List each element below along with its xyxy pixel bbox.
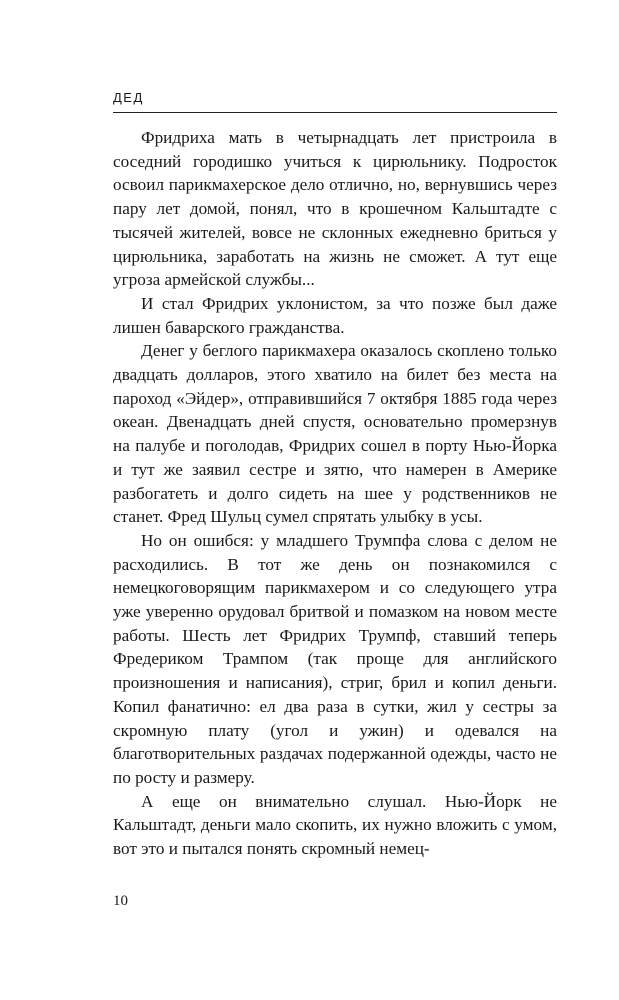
running-head xyxy=(113,88,557,113)
paragraph-1: Фридриха мать в четырнадцать лет пристроила в соседний городишко учиться к цирюльнику. Подросток освоил парикмахерское дело отлично, но, вернувшись через пару лет домой, понял, что в крошечном Кальштадте с тысячей жителей, вовсе не склонных ежедневно бриться у цирюльника, заработать на жизнь не сможет. А тут еще угроза армейской службы... xyxy=(113,128,557,290)
paragraph-2: И стал Фридрих уклонистом, за что позже был даже лишен баварского гражданства. xyxy=(113,293,557,337)
body-text xyxy=(113,126,557,861)
running-head-title: ДЕД xyxy=(113,90,144,105)
paragraph-5: А еще он внимательно слушал. Нью-Йорк не Кальштадт, деньги мало скопить, их нужно вложить с умом, вот это и пытался понять скромный немец- xyxy=(113,791,557,859)
paragraph-3: Денег у беглого парикмахера оказалось скоплено только двадцать долларов, этого хватило на билет без места на пароход «Эйдер», отправившийся 7 октября 1885 года через океан. Двенадцать дней спустя, основательно промерзнув на палубе и поголодав, Фридрих сошел в порту Нью-Йорка и тут же заявил сестре и зятю, что намерен в Америке разбогатеть и долго сидеть на шее у родственников не станет. Фред Шульц сумел спрятать улыбку в усы. xyxy=(113,341,557,527)
page-number: 10 xyxy=(113,893,128,909)
paragraph-4: Но он ошибся: у младшего Трумпфа слова с делом не расходились. В тот же день он познакомился с немецкоговорящим парикмахером и со следующего утра уже уверенно орудовал бритвой и помазком на новом месте работы. Шесть лет Фридрих Трумпф, ставший теперь Фредериком Трампом (так проще для английского произношения и написания), стриг, брил и копил деньги. Копил фанатично: ел два раза в сутки, жил у сестры за скромную плату (угол и ужин) и одевался на благотворительных раздачах подержанной одежды, часто не по росту и размеру. xyxy=(113,530,557,787)
